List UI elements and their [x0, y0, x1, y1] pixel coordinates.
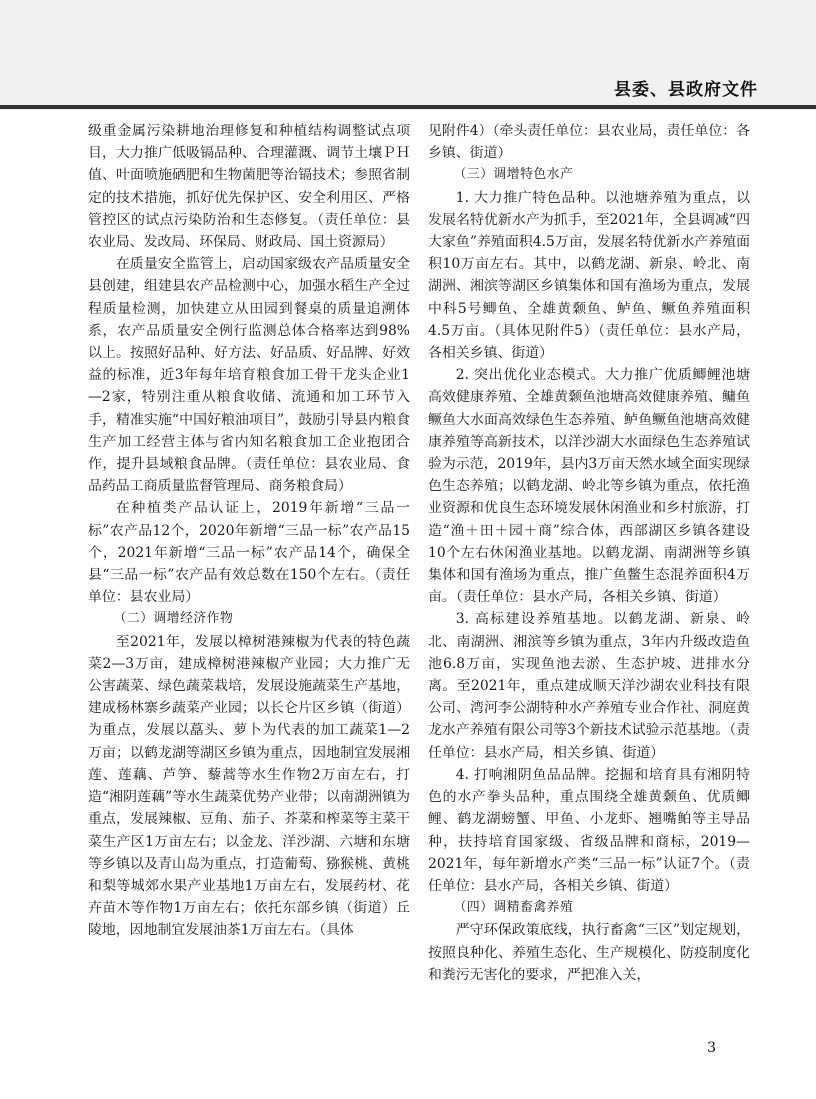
- section-header-title: 县委、县政府文件: [614, 80, 758, 100]
- paragraph: 级重金属污染耕地治理修复和种植结构调整试点项目，大力推广低吸镉品种、合理灌溉、调节土壤ＰＨ值、叶面喷施硒肥和生物菌肥等治镉技术；参照省制定的技术措施，抓好优先保护区、安全利用区、严格管控区的试点污染防治和生态修复。（责任单位：县农业局、发改局、环保局、财政局、国土资源局）: [88, 123, 410, 251]
- paragraph: 至2021年，发展以樟树港辣椒为代表的特色蔬菜2—3万亩，建成樟树港辣椒产业园；大力推广无公害蔬菜、绿色蔬菜栽培，发展设施蔬菜生产基地，建成杨林寨乡蔬菜产业园；以长仑片区乡镇（街道）为重点，发展以藠头、萝卜为代表的加工蔬菜1—2万亩；以鹤龙湖等湖区乡镇为重点，因地制宜发展湘莲、莲藕、芦笋、藜蒿等水生作物2万亩左右，打造“湘阴莲藕”等水生蔬菜优势产业带；以南湖洲镇为重点，发展辣椒、豆角、茄子、芥菜和榨菜等主菜干菜生产区1万亩左右；以金龙、洋沙湖、六塘和东塘等乡镇以及青山岛为重点，打造葡萄、猕猴桃、黄桃和梨等城郊水果产业基地1万亩左右，发展药材、花卉苗木等作物1万亩左右；依托东部乡镇（街道）丘陵地，因地制宜发展油茶1万亩左右。（具体: [88, 633, 410, 939]
- paragraph: 在质量安全监管上，启动国家级农产品质量安全县创建，组建县农产品检测中心，加强水稻生产全过程质量检测，加快建立从田园到餐桌的质量追溯体系，农产品质量安全例行监测总体合格率达到98%以上。按照好品种、好方法、好品质、好品牌、好效益的标准，近3年每年培育粮食加工骨干龙头企业1—2家，特别注重从粮食收储、流通和加工环节入手，精准实施“中国好粮油项目”，鼓励引导县内粮食生产加工经营主体与省内知名粮食加工企业抱团合作，提升县域粮食品牌。（责任单位：县农业局、食品药品工商质量监督管理局、商务粮食局）: [88, 256, 410, 495]
- paragraph: 见附件4）（牵头责任单位：县农业局，责任单位：各乡镇、街道）: [428, 123, 750, 162]
- paragraph: 在种植类产品认证上，2019年新增“三品一标”农产品12个，2020年新增“三品一标”农产品15个，2021年新增“三品一标”农产品14个，确保全县“三品一标”农产品有效总数在150个左右。（责任单位：县农业局）: [88, 500, 410, 606]
- paragraph: 2. 突出优化业态模式。大力推广优质鲫鲤池塘高效健康养殖、全雄黄颡鱼池塘高效健康养殖、鳙鱼鳜鱼大水面高效绿色生态养殖、鲈鱼鳜鱼池塘高效健康养殖等高新技术，以洋沙湖大水面绿色生态养殖试验为示范，2019年，县内3万亩天然水域全面实现绿色生态养殖；以鹤龙湖、岭北等乡镇为重点，依托渔业资源和优良生态环境发展休闲渔业和乡村旅游，打造“渔＋田＋园＋商”综合体，西部湖区乡镇各建设10个左右休闲渔业基地。以鹤龙湖、南湖洲等乡镇集体和国有渔场为重点，推广鱼鳖生态混养面积4万亩。（责任单位：县水产局，各相关乡镇、街道）: [428, 367, 751, 606]
- right-column: [428, 120, 750, 986]
- paragraph: 4. 打响湘阴鱼品品牌。挖掘和培育具有湘阴特色的水产拳头品种，重点围绕全雄黄颡鱼、优质鲫鲤、鹤龙湖螃蟹、甲鱼、小龙虾、翘嘴鲌等主导品种，扶持培育国家级、省级品牌和商标，2019—2021年，每年新增水产类“三品一标”认证7个。（责任单位：县水产局，各相关乡镇、街道）: [428, 766, 750, 894]
- paragraph: 3. 高标建设养殖基地。以鹤龙湖、新泉、岭北、南湖洲、湘滨等乡镇为重点，3年内升级改造鱼池6.8万亩，实现鱼池去淤、生态护坡、进排水分离。至2021年，重点建成顺天洋沙湖农业科技有限公司、湾河李公湖特种水产养殖专业合作社、洞庭黄龙水产养殖有限公司等3个新技术试验示范基地。（责任单位：县水产局，相关乡镇、街道）: [428, 611, 750, 761]
- left-column: [88, 120, 410, 942]
- paragraph: 严守环保政策底线，执行畜禽“三区”划定规划，按照良种化、养殖生态化、生产规模化、防疫制度化和粪污无害化的要求，严把准入关，: [428, 922, 750, 983]
- paragraph: 1. 大力推广特色品种。以池塘养殖为重点，以发展名特优新水产为抓手，至2021年，全县调减“四大家鱼”养殖面积4.5万亩，发展名特优新水产养殖面积10万亩左右。其中，以鹤龙湖、新泉、岭北、南湖洲、湘滨等湖区乡镇集体和国有渔场为重点，发展中科5号鲫鱼、全雄黄颡鱼、鲈鱼、鳜鱼养殖面积4.5万亩。（具体见附件5）（责任单位：县水产局，各相关乡镇、街道）: [428, 189, 750, 362]
- subsection-heading: （二）调增经济作物: [113, 611, 234, 627]
- subsection-heading: （四）调精畜禽养殖: [453, 900, 574, 916]
- subsection-heading: （三）调增特色水产: [453, 167, 574, 183]
- page-number: 3: [707, 1040, 716, 1056]
- header-divider: [0, 105, 816, 109]
